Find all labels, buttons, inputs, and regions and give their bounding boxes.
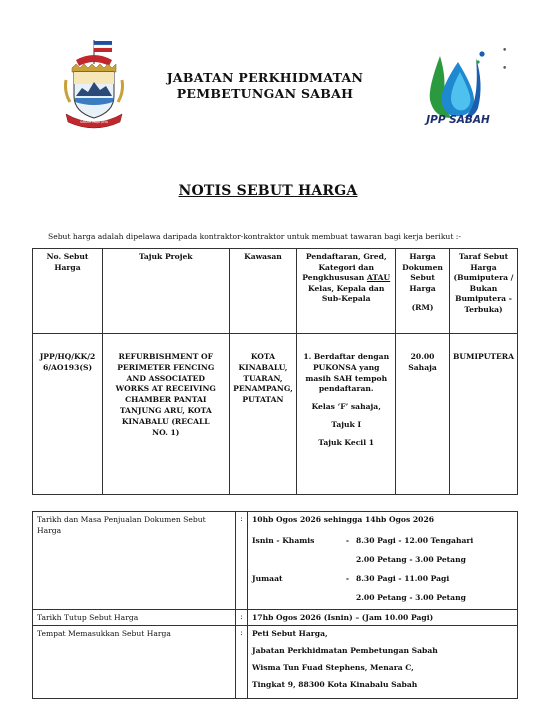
jumaat-row2	[252, 588, 513, 607]
details-row-tempat	[33, 626, 518, 699]
label-penjualan: Tarikh dan Masa Penjualan Dokumen Sebut Harga	[33, 512, 236, 610]
cell-no-sebut-harga: JPP/HQ/KK/2 6/AO193(S)	[33, 334, 103, 495]
details-row-tutup	[33, 610, 518, 626]
pend-4: Tajuk Kecil 1	[318, 437, 375, 447]
intro-text: Sebut harga adalah dipelawa daripada kontraktor-kontraktor untuk membuat tawaran bagi kerja berikut :-	[48, 232, 461, 241]
header-pendaftaran-atau: ATAU	[366, 273, 391, 282]
pend-3: Tajuk I	[331, 419, 361, 429]
colon: :	[236, 610, 248, 626]
address-line3: Wisma Tun Fuad Stephens, Menara C,	[252, 663, 414, 672]
notice-title: NOTIS SEBUT HARGA	[178, 183, 358, 199]
colon: :	[236, 512, 248, 610]
label-tempat: Tempat Memasukkan Sebut Harga	[33, 626, 236, 699]
harga-sahaja: Sahaja	[408, 362, 437, 372]
pend-1c: yang masih SAH tempoh pendaftaran.	[305, 362, 388, 394]
jpp-sabah-logo-text: JPP SABAH	[426, 114, 490, 126]
jumaat-time1: 8.30 Pagi - 11.00 Pagi	[356, 574, 450, 583]
department-title	[150, 70, 380, 102]
jumaat-dash: -	[345, 574, 350, 583]
header-pendaftaran-part2: Kelas, Kepala dan Sub-Kepala	[308, 283, 385, 303]
quotation-table	[32, 248, 518, 495]
jumaat-time2: 2.00 Petang - 3.00 Petang	[356, 593, 466, 602]
isnin-row	[252, 531, 513, 550]
pend-1b: PUKONSA	[312, 362, 357, 372]
header-taraf: Taraf Sebut Harga (Bumiputera / Bukan Bumiputera - Terbuka)	[449, 249, 517, 334]
header-tajuk-projek: Tajuk Projek	[103, 249, 230, 334]
header-pendaftaran-part1: Pendaftaran, Gred, Kategori dan Pengkhususan	[302, 252, 387, 282]
jumaat-row	[252, 569, 513, 588]
isnin-time2: 2.00 Petang - 3.00 Petang	[356, 555, 466, 564]
isnin-label: Isnin - Khamis	[252, 536, 315, 545]
jumaat-label: Jumaat	[252, 574, 283, 583]
cell-kawasan: KOTA KINABALU, TUARAN, PENAMPANG, PUTATAN	[229, 334, 297, 495]
cell-pendaftaran	[297, 334, 396, 495]
pend-1a: 1. Berdaftar dengan	[303, 352, 390, 361]
corner-marks: • •	[502, 46, 508, 74]
sabah-crest-logo	[62, 38, 126, 130]
table-header-row	[33, 249, 518, 334]
header-pendaftaran	[297, 249, 396, 334]
address-line4: Tingkat 9, 88300 Kota Kinabalu Sabah	[252, 680, 418, 689]
isnin-time1: 8.30 Pagi - 12.00 Tengahari	[356, 536, 474, 545]
department-title-line2: PEMBETUNGAN SABAH	[176, 86, 354, 101]
details-row-penjualan	[33, 512, 518, 610]
value-tempat	[248, 626, 518, 699]
details-table	[32, 511, 518, 699]
address-line2: Jabatan Perkhidmatan Pembetungan Sabah	[252, 646, 438, 655]
header-harga-dokumen	[396, 249, 450, 334]
isnin-dash: -	[345, 536, 350, 545]
cell-taraf: BUMIPUTERA	[449, 334, 517, 495]
value-tutup: 17hb Ogos 2026 (Isnin) – (Jam 10.00 Pagi)	[248, 610, 518, 626]
harga-amount: 20.00	[410, 352, 435, 361]
colon: :	[236, 626, 248, 699]
value-penjualan	[248, 512, 518, 610]
jual-range: 10hb Ogos 2026 sehingga 14hb Ogos 2026	[252, 515, 435, 524]
cell-harga	[396, 334, 450, 495]
pend-2: Kelas ‘F’ sahaja,	[311, 402, 381, 412]
isnin-row2	[252, 550, 513, 569]
header-kawasan: Kawasan	[229, 249, 297, 334]
header-harga-label: Harga Dokumen Sebut Harga	[402, 252, 443, 293]
cell-tajuk-projek: REFURBISHMENT OF PERIMETER FENCING AND ASSOCIATED WORKS AT RECEIVING CHAMBER PANTAI TANJUNG ARU, KOTA KINABALU (RECALL NO. 1)	[103, 334, 230, 495]
department-title-line1: JABATAN PERKHIDMATAN	[166, 70, 364, 85]
address-line1: Peti Sebut Harga,	[252, 629, 328, 638]
table-row	[33, 334, 518, 495]
crest-motto-text: SABAH MAJU JAYA	[80, 120, 108, 124]
header-no-sebut-harga: No. Sebut Harga	[33, 249, 103, 334]
label-tutup: Tarikh Tutup Sebut Harga	[33, 610, 236, 626]
header-harga-unit: (RM)	[411, 303, 434, 312]
